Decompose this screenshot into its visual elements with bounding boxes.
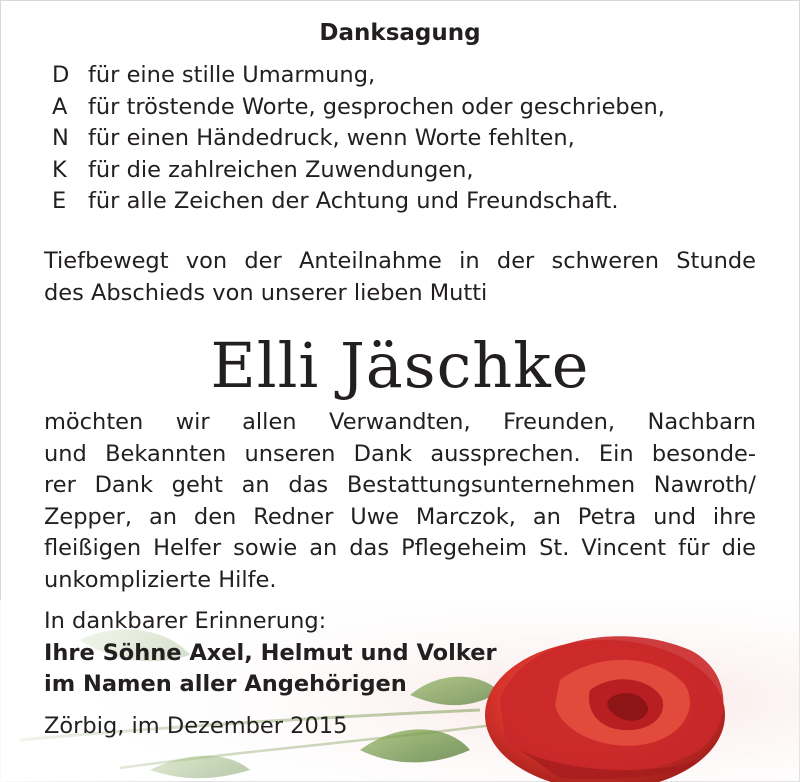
place-date: Zörbig, im Dezember 2015 xyxy=(44,712,348,739)
acrostic-text: für einen Händedruck, wenn Worte fehlten, xyxy=(88,125,575,151)
acrostic-text: für die zahlreichen Zuwendungen, xyxy=(88,156,474,183)
intro-paragraph xyxy=(44,246,756,309)
acrostic-line xyxy=(44,60,665,92)
body-line: fleißigen Helfer sowie an das Pflegeheim St. Vincent für die xyxy=(44,535,756,561)
acrostic-line xyxy=(44,92,665,124)
deceased-name: Elli Jäschke xyxy=(210,329,590,402)
acrostic-list xyxy=(44,60,665,218)
body-line: Zepper, an den Redner Uwe Marczok, an Petra und ihre xyxy=(44,503,756,530)
acrostic-text: für tröstende Worte, gesprochen oder geschrieben, xyxy=(88,93,665,120)
closing-line: In dankbarer Erinnerung: xyxy=(44,608,327,634)
thanks-paragraph xyxy=(44,407,756,596)
notice-title: Danksagung xyxy=(319,20,481,46)
body-line: rer Dank geht an das Bestattungsunternehmen Nawroth/ xyxy=(44,472,756,498)
acrostic-text: für alle Zeichen der Achtung und Freundschaft. xyxy=(88,188,619,214)
body-line: möchten wir allen Verwandten, Freunden, Nachbarn xyxy=(44,409,756,435)
acrostic-letter: E xyxy=(52,188,67,214)
acrostic-text: für eine stille Umarmung, xyxy=(88,62,376,88)
body-line: und Bekannten unseren Dank aussprechen. Ein besonde- xyxy=(44,440,756,467)
acrostic-letter: K xyxy=(52,156,67,183)
acrostic-line xyxy=(44,155,665,187)
signatories-note: im Namen aller Angehörigen xyxy=(44,671,407,697)
intro-line: des Abschieds von unserer lieben Mutti xyxy=(44,279,488,306)
acrostic-letter: N xyxy=(52,125,69,151)
acrostic-letter: D xyxy=(52,62,70,88)
closing-block xyxy=(44,606,497,742)
signatories: Ihre Söhne Axel, Helmut und Volker xyxy=(44,639,497,666)
acrostic-line xyxy=(44,186,665,218)
acrostic-letter: A xyxy=(52,93,68,120)
acrostic-line xyxy=(44,123,665,155)
intro-line: Tiefbewegt von der Anteilnahme in der schweren Stunde xyxy=(44,248,756,274)
body-line: unkomplizierte Hilfe. xyxy=(44,566,277,593)
